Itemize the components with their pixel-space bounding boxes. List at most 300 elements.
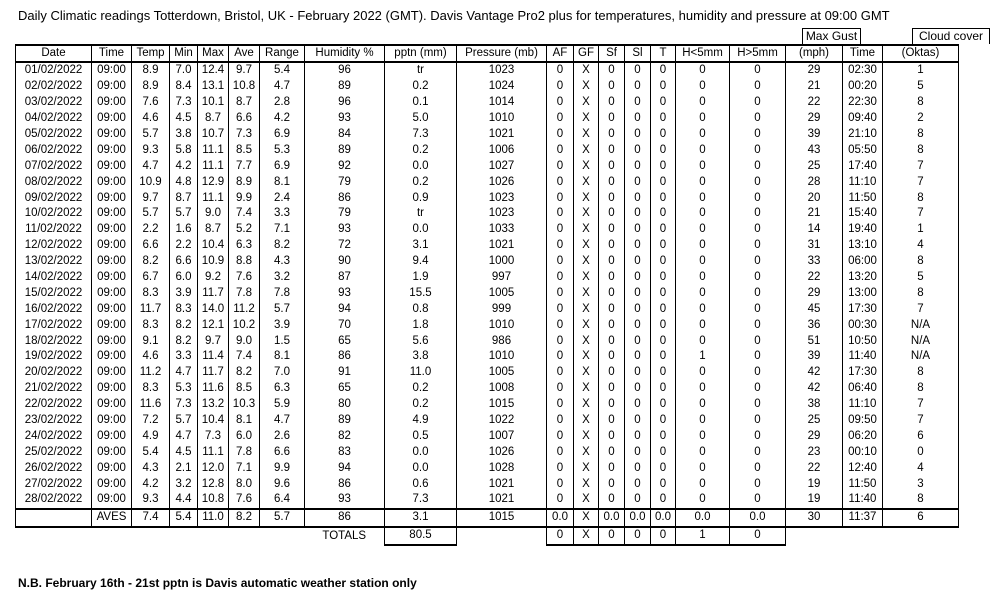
- table-cell: 05/02/2022: [16, 127, 92, 143]
- table-cell: 09:00: [92, 206, 132, 222]
- table-cell: X: [574, 317, 599, 333]
- table-cell: 0: [676, 79, 730, 95]
- table-cell: 0: [625, 349, 651, 365]
- table-cell: 0: [730, 444, 786, 460]
- table-cell: 0: [676, 492, 730, 509]
- table-cell: 0: [730, 62, 786, 79]
- table-cell: 27/02/2022: [16, 476, 92, 492]
- table-cell: 29: [786, 111, 843, 127]
- average-cell: 0.0: [676, 509, 730, 527]
- column-header: (Oktas): [883, 45, 959, 62]
- table-cell: 65: [305, 333, 385, 349]
- table-row: [16, 413, 959, 429]
- table-cell: 19: [786, 476, 843, 492]
- table-cell: X: [574, 476, 599, 492]
- table-cell: 9.9: [229, 190, 260, 206]
- table-cell: X: [574, 95, 599, 111]
- table-cell: 0: [625, 95, 651, 111]
- table-cell: 14.0: [198, 301, 229, 317]
- table-cell: 15:40: [843, 206, 883, 222]
- table-cell: 0: [599, 413, 625, 429]
- table-cell: 8.2: [132, 254, 170, 270]
- table-cell: 0: [730, 79, 786, 95]
- table-cell: 84: [305, 127, 385, 143]
- table-cell: 1026: [457, 444, 547, 460]
- totals-label: TOTALS: [322, 529, 367, 542]
- table-cell: 09:00: [92, 349, 132, 365]
- table-cell: 0: [625, 476, 651, 492]
- table-cell: 8: [883, 127, 959, 143]
- table-cell: 0: [625, 397, 651, 413]
- table-cell: 25: [786, 158, 843, 174]
- column-header: Sf: [599, 45, 625, 62]
- table-cell: 0: [625, 190, 651, 206]
- table-cell: 0.8: [385, 301, 457, 317]
- table-cell: 8.9: [229, 174, 260, 190]
- totals-row: [16, 527, 959, 545]
- table-cell: 8.0: [229, 476, 260, 492]
- table-cell: 06:20: [843, 428, 883, 444]
- table-cell: 0: [651, 238, 676, 254]
- table-row: [16, 190, 959, 206]
- column-header: Min: [170, 45, 198, 62]
- table-cell: 09:00: [92, 142, 132, 158]
- table-cell: 9.2: [198, 270, 229, 286]
- table-cell: X: [574, 428, 599, 444]
- table-cell: 51: [786, 333, 843, 349]
- table-cell: 4.5: [170, 111, 198, 127]
- table-cell: 0: [730, 333, 786, 349]
- table-cell: 0: [676, 397, 730, 413]
- table-cell: X: [574, 111, 599, 127]
- table-cell: 6.9: [260, 158, 305, 174]
- table-cell: 8.7: [198, 111, 229, 127]
- table-cell: X: [574, 397, 599, 413]
- table-cell: 0.2: [385, 381, 457, 397]
- table-cell: 0: [651, 413, 676, 429]
- table-cell: 7.1: [260, 222, 305, 238]
- table-cell: 8.7: [198, 222, 229, 238]
- table-cell: 8: [883, 381, 959, 397]
- table-cell: 3.3: [170, 349, 198, 365]
- table-cell: 10.8: [198, 492, 229, 509]
- table-cell: 7.4: [229, 349, 260, 365]
- table-cell: 00:10: [843, 444, 883, 460]
- table-cell: 26/02/2022: [16, 460, 92, 476]
- table-cell: 12.0: [198, 460, 229, 476]
- table-cell: 0: [625, 142, 651, 158]
- table-cell: 4.9: [385, 413, 457, 429]
- table-cell: 0.9: [385, 190, 457, 206]
- table-cell: 09:00: [92, 460, 132, 476]
- table-cell: 9.7: [132, 190, 170, 206]
- table-cell: 11.2: [229, 301, 260, 317]
- table-cell: 0: [599, 174, 625, 190]
- table-cell: 0: [547, 365, 574, 381]
- table-cell: 4.6: [132, 349, 170, 365]
- table-cell: 0: [676, 222, 730, 238]
- totals-pptn: 80.5: [385, 527, 457, 545]
- table-cell: 6.7: [132, 270, 170, 286]
- column-header: Time: [843, 45, 883, 62]
- table-cell: 11.7: [198, 285, 229, 301]
- average-cell: 5.7: [260, 509, 305, 527]
- table-cell: 12.4: [198, 62, 229, 79]
- table-cell: 0: [547, 238, 574, 254]
- table-cell: X: [574, 79, 599, 95]
- table-cell: 94: [305, 460, 385, 476]
- table-cell: 09:00: [92, 174, 132, 190]
- table-cell: 3.8: [385, 349, 457, 365]
- table-cell: 0: [547, 142, 574, 158]
- table-cell: 3.8: [170, 127, 198, 143]
- table-cell: 11:50: [843, 190, 883, 206]
- table-cell: 0: [676, 476, 730, 492]
- table-cell: X: [574, 365, 599, 381]
- table-cell: 0: [599, 365, 625, 381]
- table-cell: 10.7: [198, 127, 229, 143]
- table-cell: 0: [547, 413, 574, 429]
- table-cell: 5: [883, 270, 959, 286]
- table-cell: X: [574, 254, 599, 270]
- table-cell: 11.6: [198, 381, 229, 397]
- table-cell: X: [574, 270, 599, 286]
- table-cell: 0.1: [385, 95, 457, 111]
- column-header: Max: [198, 45, 229, 62]
- table-cell: 9.6: [260, 476, 305, 492]
- table-cell: 0: [730, 158, 786, 174]
- table-cell: 13:10: [843, 238, 883, 254]
- table-cell: 0: [730, 174, 786, 190]
- table-cell: 0: [547, 349, 574, 365]
- table-cell: 1.9: [385, 270, 457, 286]
- table-cell: 4.3: [132, 460, 170, 476]
- table-cell: 0: [625, 62, 651, 79]
- table-cell: 0: [651, 285, 676, 301]
- table-cell: 7.0: [260, 365, 305, 381]
- table-cell: 12.1: [198, 317, 229, 333]
- table-cell: 11.7: [132, 301, 170, 317]
- table-cell: 8.7: [170, 190, 198, 206]
- table-cell: 7.6: [229, 270, 260, 286]
- table-cell: 0: [730, 365, 786, 381]
- table-cell: 20: [786, 190, 843, 206]
- table-cell: 1014: [457, 95, 547, 111]
- table-cell: 45: [786, 301, 843, 317]
- table-cell: 25/02/2022: [16, 444, 92, 460]
- table-cell: 0: [651, 333, 676, 349]
- table-cell: 8.2: [260, 238, 305, 254]
- table-cell: 4.2: [132, 476, 170, 492]
- table-cell: 0: [651, 95, 676, 111]
- table-cell: 0: [651, 158, 676, 174]
- table-cell: 0: [651, 190, 676, 206]
- table-cell: 7.8: [229, 285, 260, 301]
- table-cell: 15.5: [385, 285, 457, 301]
- table-cell: 0: [730, 397, 786, 413]
- table-cell: 0: [651, 492, 676, 509]
- table-cell: 1.5: [260, 333, 305, 349]
- table-cell: 5.7: [170, 206, 198, 222]
- table-cell: 94: [305, 301, 385, 317]
- table-cell: 0: [547, 381, 574, 397]
- table-cell: 4.6: [132, 111, 170, 127]
- table-cell: 0: [730, 301, 786, 317]
- table-cell: 1023: [457, 206, 547, 222]
- table-cell: 4.5: [170, 444, 198, 460]
- column-header: GF: [574, 45, 599, 62]
- table-cell: 19: [786, 492, 843, 509]
- table-cell: 0: [730, 476, 786, 492]
- table-cell: X: [574, 349, 599, 365]
- table-cell: 6.3: [229, 238, 260, 254]
- table-cell: 0: [651, 142, 676, 158]
- table-cell: 08/02/2022: [16, 174, 92, 190]
- table-cell: 0: [730, 254, 786, 270]
- table-cell: 0: [730, 413, 786, 429]
- table-cell: 7: [883, 413, 959, 429]
- table-cell: 8: [883, 95, 959, 111]
- table-cell: 89: [305, 142, 385, 158]
- average-cell: 30: [786, 509, 843, 527]
- table-cell: 1: [676, 349, 730, 365]
- table-cell: 14: [786, 222, 843, 238]
- table-cell: 89: [305, 413, 385, 429]
- table-cell: 0: [625, 254, 651, 270]
- table-cell: 0: [599, 270, 625, 286]
- table-cell: 31: [786, 238, 843, 254]
- table-cell: 6.6: [260, 444, 305, 460]
- table-cell: 0: [625, 111, 651, 127]
- table-cell: 22: [786, 270, 843, 286]
- table-row: [16, 270, 959, 286]
- table-cell: 8: [883, 492, 959, 509]
- table-cell: 0: [599, 349, 625, 365]
- table-cell: 1010: [457, 349, 547, 365]
- table-cell: 0: [625, 428, 651, 444]
- table-cell: 0: [676, 301, 730, 317]
- table-cell: 79: [305, 174, 385, 190]
- table-cell: 3.1: [385, 238, 457, 254]
- table-cell: 0: [651, 381, 676, 397]
- table-cell: 7.2: [132, 413, 170, 429]
- table-cell: 9.7: [229, 62, 260, 79]
- table-cell: 09:00: [92, 238, 132, 254]
- table-cell: 0: [599, 79, 625, 95]
- column-header: H<5mm: [676, 45, 730, 62]
- table-cell: 0: [651, 476, 676, 492]
- table-cell: 04/02/2022: [16, 111, 92, 127]
- footnote: N.B. February 16th - 21st pptn is Davis automatic weather station only: [18, 576, 417, 590]
- table-cell: 0: [547, 111, 574, 127]
- table-cell: 0: [651, 428, 676, 444]
- table-cell: 0: [625, 460, 651, 476]
- table-cell: 0: [676, 206, 730, 222]
- table-cell: 0: [625, 127, 651, 143]
- table-cell: 5.7: [170, 413, 198, 429]
- table-cell: X: [574, 62, 599, 79]
- table-cell: 4.8: [170, 174, 198, 190]
- table-cell: 8.9: [132, 62, 170, 79]
- table-cell: 0: [547, 190, 574, 206]
- table-cell: 91: [305, 365, 385, 381]
- table-cell: 8.3: [132, 381, 170, 397]
- table-cell: 0: [676, 365, 730, 381]
- table-cell: 38: [786, 397, 843, 413]
- table-cell: 10.2: [229, 317, 260, 333]
- table-row: [16, 158, 959, 174]
- table-cell: 09:00: [92, 476, 132, 492]
- table-cell: 9.0: [229, 333, 260, 349]
- average-cell: 11.0: [198, 509, 229, 527]
- table-cell: 1026: [457, 174, 547, 190]
- table-cell: 8.1: [260, 174, 305, 190]
- table-cell: 24/02/2022: [16, 428, 92, 444]
- table-cell: 0: [730, 95, 786, 111]
- table-cell: 6.0: [170, 270, 198, 286]
- table-cell: 0: [651, 301, 676, 317]
- totals-cell: 0: [730, 527, 786, 545]
- table-cell: 7.3: [385, 127, 457, 143]
- table-cell: 05:50: [843, 142, 883, 158]
- table-cell: 10.1: [198, 95, 229, 111]
- table-cell: 0: [547, 476, 574, 492]
- table-cell: 0: [599, 158, 625, 174]
- totals-cell: 1: [676, 527, 730, 545]
- table-cell: 33: [786, 254, 843, 270]
- table-cell: 22: [786, 460, 843, 476]
- table-cell: 09:00: [92, 254, 132, 270]
- table-cell: 0: [625, 301, 651, 317]
- table-cell: 0: [676, 62, 730, 79]
- table-cell: 83: [305, 444, 385, 460]
- table-cell: 4.2: [260, 111, 305, 127]
- table-cell: 0: [625, 492, 651, 509]
- table-cell: 0: [676, 127, 730, 143]
- table-cell: 7.1: [229, 460, 260, 476]
- table-cell: 11:10: [843, 397, 883, 413]
- table-cell: 2.2: [132, 222, 170, 238]
- table-cell: 9.3: [132, 492, 170, 509]
- column-header: Ave: [229, 45, 260, 62]
- table-cell: 0.5: [385, 428, 457, 444]
- table-cell: 5.3: [260, 142, 305, 158]
- table-cell: 0: [547, 174, 574, 190]
- table-cell: 23/02/2022: [16, 413, 92, 429]
- table-cell: 9.7: [198, 333, 229, 349]
- table-cell: 1.6: [170, 222, 198, 238]
- table-cell: X: [574, 285, 599, 301]
- table-cell: 8: [883, 190, 959, 206]
- table-cell: 2.4: [260, 190, 305, 206]
- table-cell: 0: [625, 365, 651, 381]
- table-cell: 7.3: [170, 397, 198, 413]
- average-cell: 0.0: [651, 509, 676, 527]
- table-row: [16, 317, 959, 333]
- table-cell: 6: [883, 428, 959, 444]
- table-cell: 96: [305, 95, 385, 111]
- max-gust-header: Max Gust: [802, 28, 861, 44]
- table-cell: 09:00: [92, 270, 132, 286]
- table-row: [16, 428, 959, 444]
- table-cell: 0: [625, 174, 651, 190]
- table-cell: 6.6: [170, 254, 198, 270]
- table-cell: 19:40: [843, 222, 883, 238]
- table-cell: 0: [651, 79, 676, 95]
- table-cell: 10.9: [198, 254, 229, 270]
- table-cell: 8.8: [229, 254, 260, 270]
- column-header: Sl: [625, 45, 651, 62]
- table-cell: 0: [625, 333, 651, 349]
- table-cell: 0: [676, 381, 730, 397]
- table-row: [16, 111, 959, 127]
- table-cell: 07/02/2022: [16, 158, 92, 174]
- table-row: [16, 476, 959, 492]
- table-cell: 93: [305, 111, 385, 127]
- table-cell: tr: [385, 62, 457, 79]
- table-cell: 10.4: [198, 238, 229, 254]
- table-cell: 0: [651, 397, 676, 413]
- table-cell: 986: [457, 333, 547, 349]
- table-cell: 15/02/2022: [16, 285, 92, 301]
- table-cell: 11:10: [843, 174, 883, 190]
- table-cell: 1028: [457, 460, 547, 476]
- table-cell: 29: [786, 62, 843, 79]
- table-cell: 11.1: [198, 190, 229, 206]
- table-cell: 18/02/2022: [16, 333, 92, 349]
- table-cell: 0: [730, 428, 786, 444]
- table-cell: 4.7: [170, 365, 198, 381]
- average-cell: 6: [883, 509, 959, 527]
- table-cell: 22: [786, 95, 843, 111]
- table-cell: 09:00: [92, 365, 132, 381]
- table-cell: 5.4: [260, 62, 305, 79]
- table-cell: 4.7: [132, 158, 170, 174]
- table-row: [16, 174, 959, 190]
- table-cell: 0: [599, 333, 625, 349]
- table-cell: 7: [883, 206, 959, 222]
- table-cell: 1015: [457, 397, 547, 413]
- table-cell: 0: [625, 381, 651, 397]
- table-cell: 09:50: [843, 413, 883, 429]
- table-cell: 6.3: [260, 381, 305, 397]
- table-cell: 1: [883, 62, 959, 79]
- table-cell: 1007: [457, 428, 547, 444]
- table-cell: 0: [676, 254, 730, 270]
- table-cell: 0: [547, 79, 574, 95]
- table-cell: 9.0: [198, 206, 229, 222]
- table-cell: 06:40: [843, 381, 883, 397]
- table-cell: 0: [547, 428, 574, 444]
- table-cell: 17:30: [843, 301, 883, 317]
- table-cell: X: [574, 174, 599, 190]
- table-cell: 2: [883, 111, 959, 127]
- table-cell: 28: [786, 174, 843, 190]
- table-cell: 0: [547, 397, 574, 413]
- table-cell: 8: [883, 254, 959, 270]
- table-cell: 0: [651, 317, 676, 333]
- table-cell: 65: [305, 381, 385, 397]
- table-cell: 72: [305, 238, 385, 254]
- table-cell: 7: [883, 174, 959, 190]
- table-cell: 9.4: [385, 254, 457, 270]
- table-cell: 0: [625, 317, 651, 333]
- table-cell: 09/02/2022: [16, 190, 92, 206]
- column-header: AF: [547, 45, 574, 62]
- table-cell: 28/02/2022: [16, 492, 92, 509]
- table-cell: 8.1: [260, 349, 305, 365]
- table-cell: 09:00: [92, 222, 132, 238]
